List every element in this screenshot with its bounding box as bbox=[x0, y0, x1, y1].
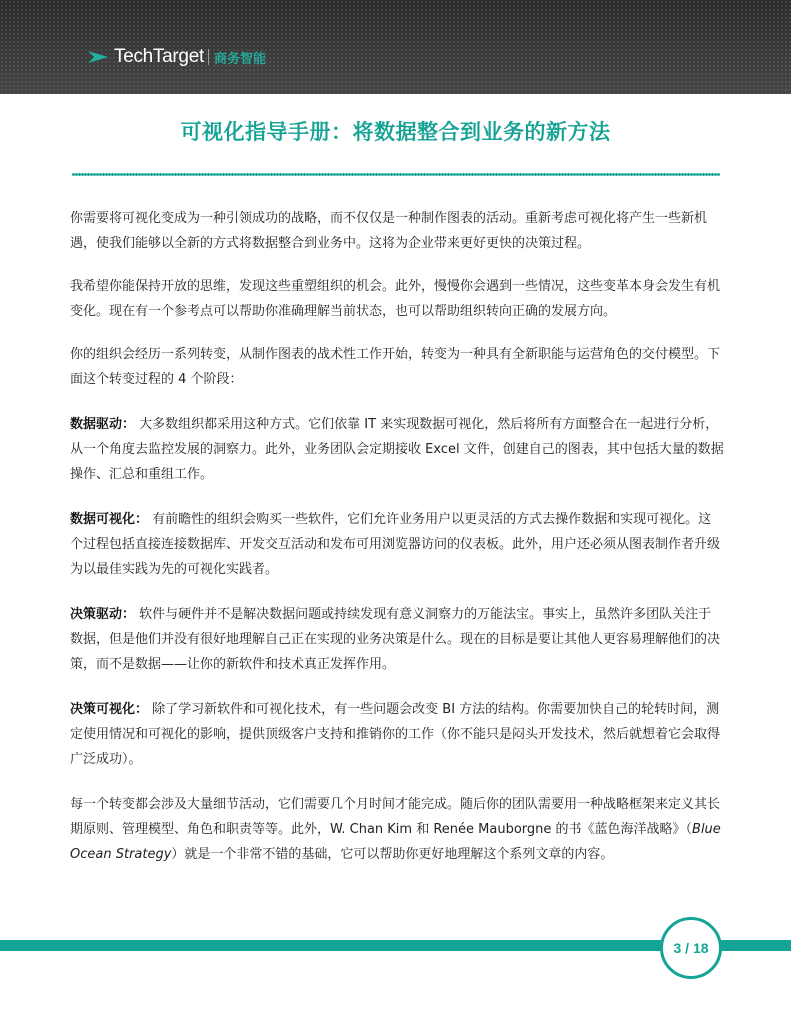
intro-paragraph-1: 你需要将可视化变成为一种引领成功的战略，而不仅仅是一种制作图表的活动。重新考虑可视化将产生一些新机遇，使我们能够以全新的方式将数据整合到业务中。这将为企业带来更好更快的决策过程。 bbox=[70, 211, 708, 251]
logo-divider bbox=[208, 49, 209, 65]
stage-label-1: 数据驱动： bbox=[70, 417, 136, 432]
dotted-divider bbox=[72, 172, 720, 177]
stage-paragraph-2 bbox=[70, 507, 724, 582]
closing-text-start: 每一个转变都会涉及大量细节活动，它们需要几个月时间才能完成。随后你的团队需要用一种战略框架来定义其长期原则、管理模型、角色和职责等等。此外，W. Chan Kim 和 Renée Mauborgne 的书《蓝色海洋战略》（ bbox=[70, 797, 721, 837]
stage-text-3: 软件与硬件并不是解决数据问题或持续发现有意义洞察力的万能法宝。事实上，虽然许多团队关注于数据，但是他们并没有很好地理解自己正在实现的业务决策是什么。现在的目标是要让其他人更容易理解他们的决策，而不是数据——让你的新软件和技术真正发挥作用。 bbox=[70, 607, 721, 672]
brand-subtitle: 商务智能 bbox=[213, 51, 266, 67]
book-title-english: Blue Ocean Strategy bbox=[70, 822, 721, 862]
document-title: 可视化指导手册：将数据整合到业务的新方法 bbox=[180, 120, 611, 144]
stage-paragraph-1 bbox=[70, 412, 724, 487]
stage-label-2: 数据可视化： bbox=[70, 512, 149, 527]
stage-text-2: 有前瞻性的组织会购买一些软件，它们允许业务用户以更灵活的方式去操作数据和实现可视化。这个过程包括直接连接数据库、开发交互活动和发布可用浏览器访问的仪表板。此外，用户还必须从图表制作者升级为以最佳实践为先的可视化实践者。 bbox=[70, 512, 721, 577]
document-body bbox=[70, 206, 724, 885]
intro-paragraph-2: 我希望你能保持开放的思维，发现这些重塑组织的机会。此外，慢慢你会遇到一些情况，这些变革本身会发生有机变化。现在有一个参考点可以帮助你准确理解当前状态，也可以帮助组织转向正确的发展方向。 bbox=[70, 279, 721, 319]
stage-label-3: 决策驱动： bbox=[70, 607, 136, 622]
closing-text-end: ）就是一个非常不错的基础，它可以帮助你更好地理解这个系列文章的内容。 bbox=[171, 847, 614, 862]
header-banner bbox=[0, 0, 791, 94]
intro-paragraph-3: 你的组织会经历一系列转变，从制作图表的战术性工作开始，转变为一种具有全新职能与运营角色的交付模型。下面这个转变过程的 4 个阶段： bbox=[70, 347, 721, 387]
stage-paragraph-3 bbox=[70, 602, 724, 677]
stage-text-4: 除了学习新软件和可视化技术，有一些问题会改变 BI 方法的结构。你需要加快自己的轮转时间，测定使用情况和可视化的影响，提供顶级客户支持和推销你的工作（你不能只是闷头开发技术，然后就想着它会取得广泛成功）。 bbox=[70, 702, 721, 767]
brand-name: TechTarget bbox=[114, 46, 204, 67]
stage-paragraph-4 bbox=[70, 697, 724, 772]
stage-label-4: 决策可视化： bbox=[70, 702, 149, 717]
closing-paragraph bbox=[70, 792, 724, 867]
arrow-logo-icon bbox=[88, 49, 108, 65]
page-number-badge: 3 / 18 bbox=[660, 917, 722, 979]
techtarget-logo[interactable] bbox=[88, 44, 266, 70]
stage-text-1: 大多数组织都采用这种方式。它们依靠 IT 来实现数据可视化，然后将所有方面整合在一起进行分析，从一个角度去监控发展的洞察力。此外，业务团队会定期接收 Excel 文件，创建自己的图表，其中包括大量的数据操作、汇总和重组工作。 bbox=[70, 417, 724, 482]
